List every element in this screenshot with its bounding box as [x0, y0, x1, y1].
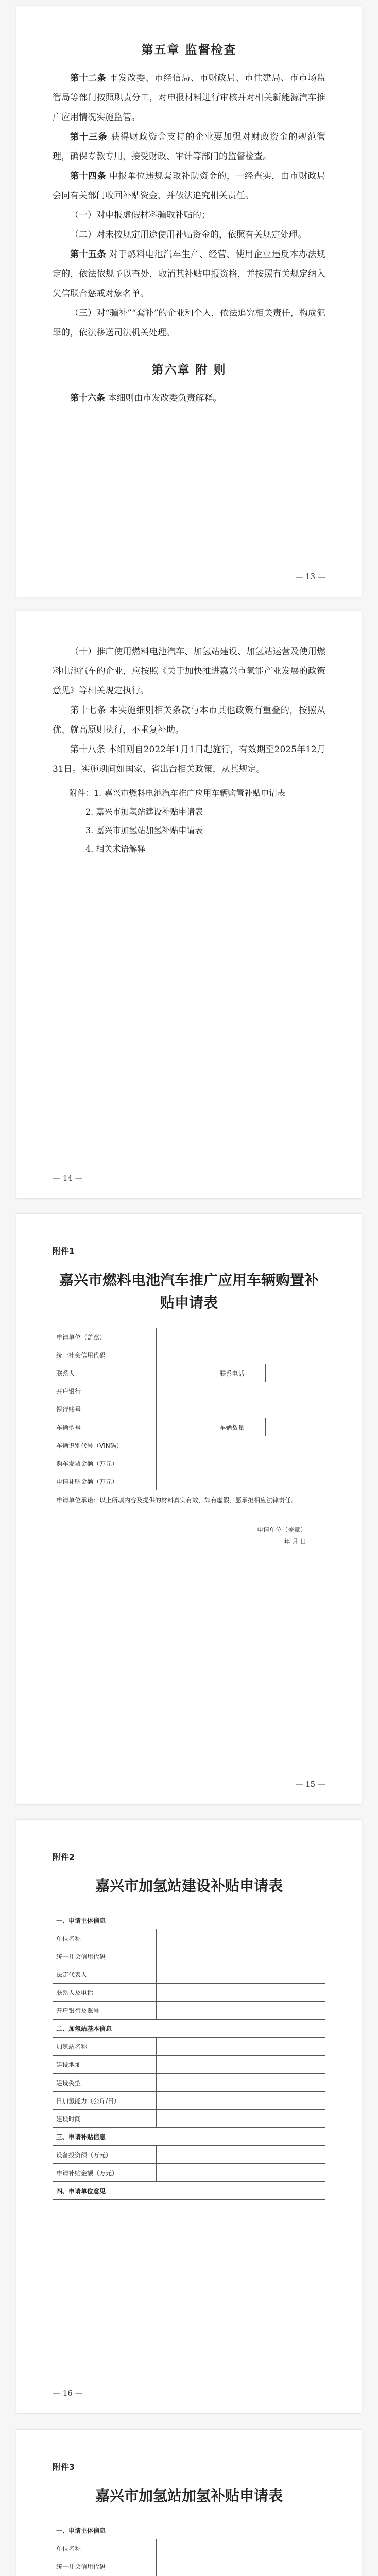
declaration-cell [53, 1490, 325, 1561]
table-section-row [53, 2521, 325, 2539]
table-row [53, 1454, 325, 1472]
article-paragraph: （一）对申报虚假材料骗取补贴的； [70, 210, 210, 221]
table-section-title: 一、申请主体信息 [53, 2521, 325, 2539]
table-row [53, 2038, 325, 2056]
table-cell-value[interactable] [157, 2002, 325, 2020]
table-cell-value[interactable] [265, 1364, 325, 1382]
chapter-heading: 第六章 附 则 [151, 363, 227, 377]
table-cell-label: 设备投资额（万元） [53, 2146, 157, 2164]
table-section-row [53, 2182, 325, 2200]
table-row [53, 2092, 325, 2110]
table-section-title: 三、申请补贴信息 [53, 2128, 325, 2146]
declaration-text: 申请单位承诺：以上所填内容及提供的材料真实有效，如有虚假，愿承担相应法律责任。 [56, 1497, 298, 1504]
table-cell-label: 车辆识别代号（VIN码） [53, 1436, 157, 1454]
table-cell-label: 加氢站名称 [53, 2038, 157, 2056]
form-title: 嘉兴市加氢站建设补贴申请表 [95, 1877, 283, 1894]
table-cell-label: 日加氢能力（公斤/日） [53, 2092, 157, 2110]
table-cell-value[interactable] [157, 1382, 325, 1400]
article-paragraph: 第十四条 申报单位违规套取补助资金的，一经查实，由市财政局会同有关部门收回补贴资金，并依法追究相关责任。 [53, 171, 326, 201]
attachment-list [53, 784, 325, 858]
table-section-row [53, 1911, 325, 1929]
article-paragraph: 第十五条 对于燃料电池汽车生产、经营、使用企业违反本办法规定的，依法依规予以查处，取消其补贴申报资格，并按照有关规定纳入失信联合惩戒对象名单。 [53, 249, 326, 299]
table-cell-value[interactable] [157, 1472, 325, 1490]
page-number: — 13 — [295, 572, 325, 581]
table-cell-label: 统一社会信用代码 [53, 1947, 157, 1965]
article-paragraph: 第十六条 本细则由市发改委负责解释。 [70, 393, 222, 403]
table-section-title: 四、申请单位意见 [53, 2182, 325, 2200]
form-title: 嘉兴市燃料电池汽车推广应用车辆购置补贴申请表 [59, 1272, 319, 1311]
table-cell-label: 统一社会信用代码 [53, 1346, 157, 1364]
table-row [53, 1947, 325, 1965]
article-paragraph: （二）对未按规定用途使用补贴资金的，依照有关规定处理。 [70, 230, 306, 240]
table-row [53, 1984, 325, 2002]
table-cell-value[interactable] [157, 1364, 216, 1382]
table-row [53, 1346, 325, 1364]
form-title: 嘉兴市加氢站加氢补贴申请表 [95, 2487, 283, 2504]
document-page-3 [16, 1214, 362, 1804]
table-cell-value[interactable] [157, 2539, 325, 2557]
table-cell-value[interactable] [157, 1965, 325, 1984]
table-row [53, 1965, 325, 1984]
table-cell-label: 申请补贴金额（万元） [53, 2164, 157, 2182]
table-cell-label: 申请补贴金额（万元） [53, 1472, 157, 1490]
table-cell-value[interactable] [157, 2110, 325, 2128]
table-cell-label: 联系人 [53, 1364, 157, 1382]
table-section-row [53, 2020, 325, 2038]
table-cell-label: 建设地址 [53, 2056, 157, 2074]
table-row [53, 1400, 325, 1418]
table-cell-label: 联系电话 [216, 1364, 265, 1382]
table-cell-value[interactable] [157, 1947, 325, 1965]
table-cell-value[interactable] [157, 2146, 325, 2164]
station-construction-table [53, 1911, 325, 2255]
attachment-label: 附件2 [53, 1852, 75, 1862]
table-cell-label: 申请单位（盖章） [53, 1328, 157, 1346]
document-page-4 [16, 1820, 362, 2413]
table-cell-value[interactable] [157, 2038, 325, 2056]
table-row [53, 2539, 325, 2557]
table-cell-label: 购车发票金额（万元） [53, 1454, 157, 1472]
table-cell-label: 单位名称 [53, 1929, 157, 1947]
table-row [53, 1382, 325, 1400]
table-row [53, 2056, 325, 2074]
subsidy-application-table [53, 1328, 325, 1561]
table-cell-label: 建设时间 [53, 2110, 157, 2128]
table-section-title: 一、申请主体信息 [53, 1911, 325, 1929]
document-page-5 [16, 2430, 362, 2576]
table-row [53, 2557, 325, 2575]
table-row [53, 1929, 325, 1947]
table-row [53, 2110, 325, 2128]
table-row [53, 1328, 325, 1346]
table-cell-label: 开户银行及账号 [53, 2002, 157, 2020]
article-paragraph: 第十三条 获得财政资金支持的企业要加强对财政资金的规范管理，确保专款专用，接受财政、审计等部门的监督检查。 [53, 132, 326, 162]
table-section-title: 二、加氢站基本信息 [53, 2020, 325, 2038]
table-cell-value[interactable] [265, 1418, 325, 1436]
table-cell-value[interactable] [157, 1418, 216, 1436]
signature-date: 年 月 日 [284, 1538, 306, 1545]
table-row [53, 2200, 325, 2255]
table-cell-value[interactable] [157, 2164, 325, 2182]
attachment-label: 附件1 [53, 1246, 75, 1256]
table-cell-label: 单位名称 [53, 2539, 157, 2557]
table-row [53, 1364, 325, 1382]
table-cell-value[interactable] [157, 1328, 325, 1346]
table-cell-value[interactable] [157, 2557, 325, 2575]
table-section-row [53, 2128, 325, 2146]
table-row [53, 2002, 325, 2020]
table-cell-value[interactable] [157, 2056, 325, 2074]
table-cell-value[interactable] [157, 1346, 325, 1364]
table-cell-value[interactable] [157, 1454, 325, 1472]
table-cell-value[interactable] [157, 1400, 325, 1418]
table-row [53, 1418, 325, 1436]
table-row [53, 1490, 325, 1561]
attachment-item: 4. 相关术语解释 [85, 844, 146, 854]
body-paragraph: 第十八条 本细则自2022年1月1日起施行，有效期至2025年12月31日。实施期间如国家、省出台相关政策，从其规定。 [53, 744, 325, 774]
table-row [53, 2146, 325, 2164]
body-paragraph: （十）推广使用燃料电池汽车、加氢站建设、加氢站运营及使用燃料电池汽车的企业，应按照《关于加快推进嘉兴市氢能产业发展的政策意见》等相关规定执行。 [53, 647, 325, 696]
attachment-item: 2. 嘉兴市加氢站建设补贴申请表 [85, 807, 203, 817]
article-paragraph: 第十二条 市发改委、市经信局、市财政局、市住建局、市市场监管局等部门按照职责分工，对申报材料进行审核并对相关新能源汽车推广应用情况实施监管。 [53, 73, 326, 123]
table-row [53, 1472, 325, 1490]
table-row [53, 2164, 325, 2182]
station-refuel-table [53, 2521, 325, 2576]
table-cell-label: 银行账号 [53, 1400, 157, 1418]
attachment-list-head: 附件：1. 嘉兴市燃料电池汽车推广应用车辆购置补贴申请表 [69, 788, 286, 798]
table-cell-label: 统一社会信用代码 [53, 2557, 157, 2575]
document-page-2 [16, 611, 362, 1198]
attachment-label: 附件3 [53, 2462, 75, 2472]
table-cell-label: 车辆数量 [216, 1418, 265, 1436]
table-cell-value[interactable] [157, 2092, 325, 2110]
table-cell-label: 车辆型号 [53, 1418, 157, 1436]
table-cell-value[interactable] [157, 1984, 325, 2002]
page-number: — 14 — [53, 1174, 83, 1183]
table-cell-label: 建设类型 [53, 2074, 157, 2092]
body-paragraph: 第十七条 本实施细则相关条款与本市其他政策有重叠的，按照从优、就高原则执行，不重复补助。 [53, 705, 325, 735]
table-cell-value[interactable] [157, 1929, 325, 1947]
page-number: — 16 — [53, 2388, 83, 2398]
table-row [53, 1436, 325, 1454]
table-cell-label: 联系人及电话 [53, 1984, 157, 2002]
page-number: — 15 — [295, 1780, 325, 1789]
chapter-heading: 第五章 监督检查 [141, 43, 237, 57]
table-row [53, 2074, 325, 2092]
table-cell-label: 法定代表人 [53, 1965, 157, 1984]
signature-label: 申请单位（盖章） [256, 1526, 306, 1533]
attachment-item: 3. 嘉兴市加氢站加氢补贴申请表 [85, 825, 203, 835]
table-cell-value[interactable] [157, 2074, 325, 2092]
article-paragraph: （三）对“骗补”“套补”的企业和个人，依法追究相关责任，构成犯罪的，依法移送司法机关处理。 [53, 308, 325, 338]
document-page-1 [16, 6, 362, 597]
table-cell-value[interactable] [157, 1436, 325, 1454]
table-cell-label: 开户银行 [53, 1382, 157, 1400]
opinion-cell[interactable] [53, 2200, 325, 2255]
